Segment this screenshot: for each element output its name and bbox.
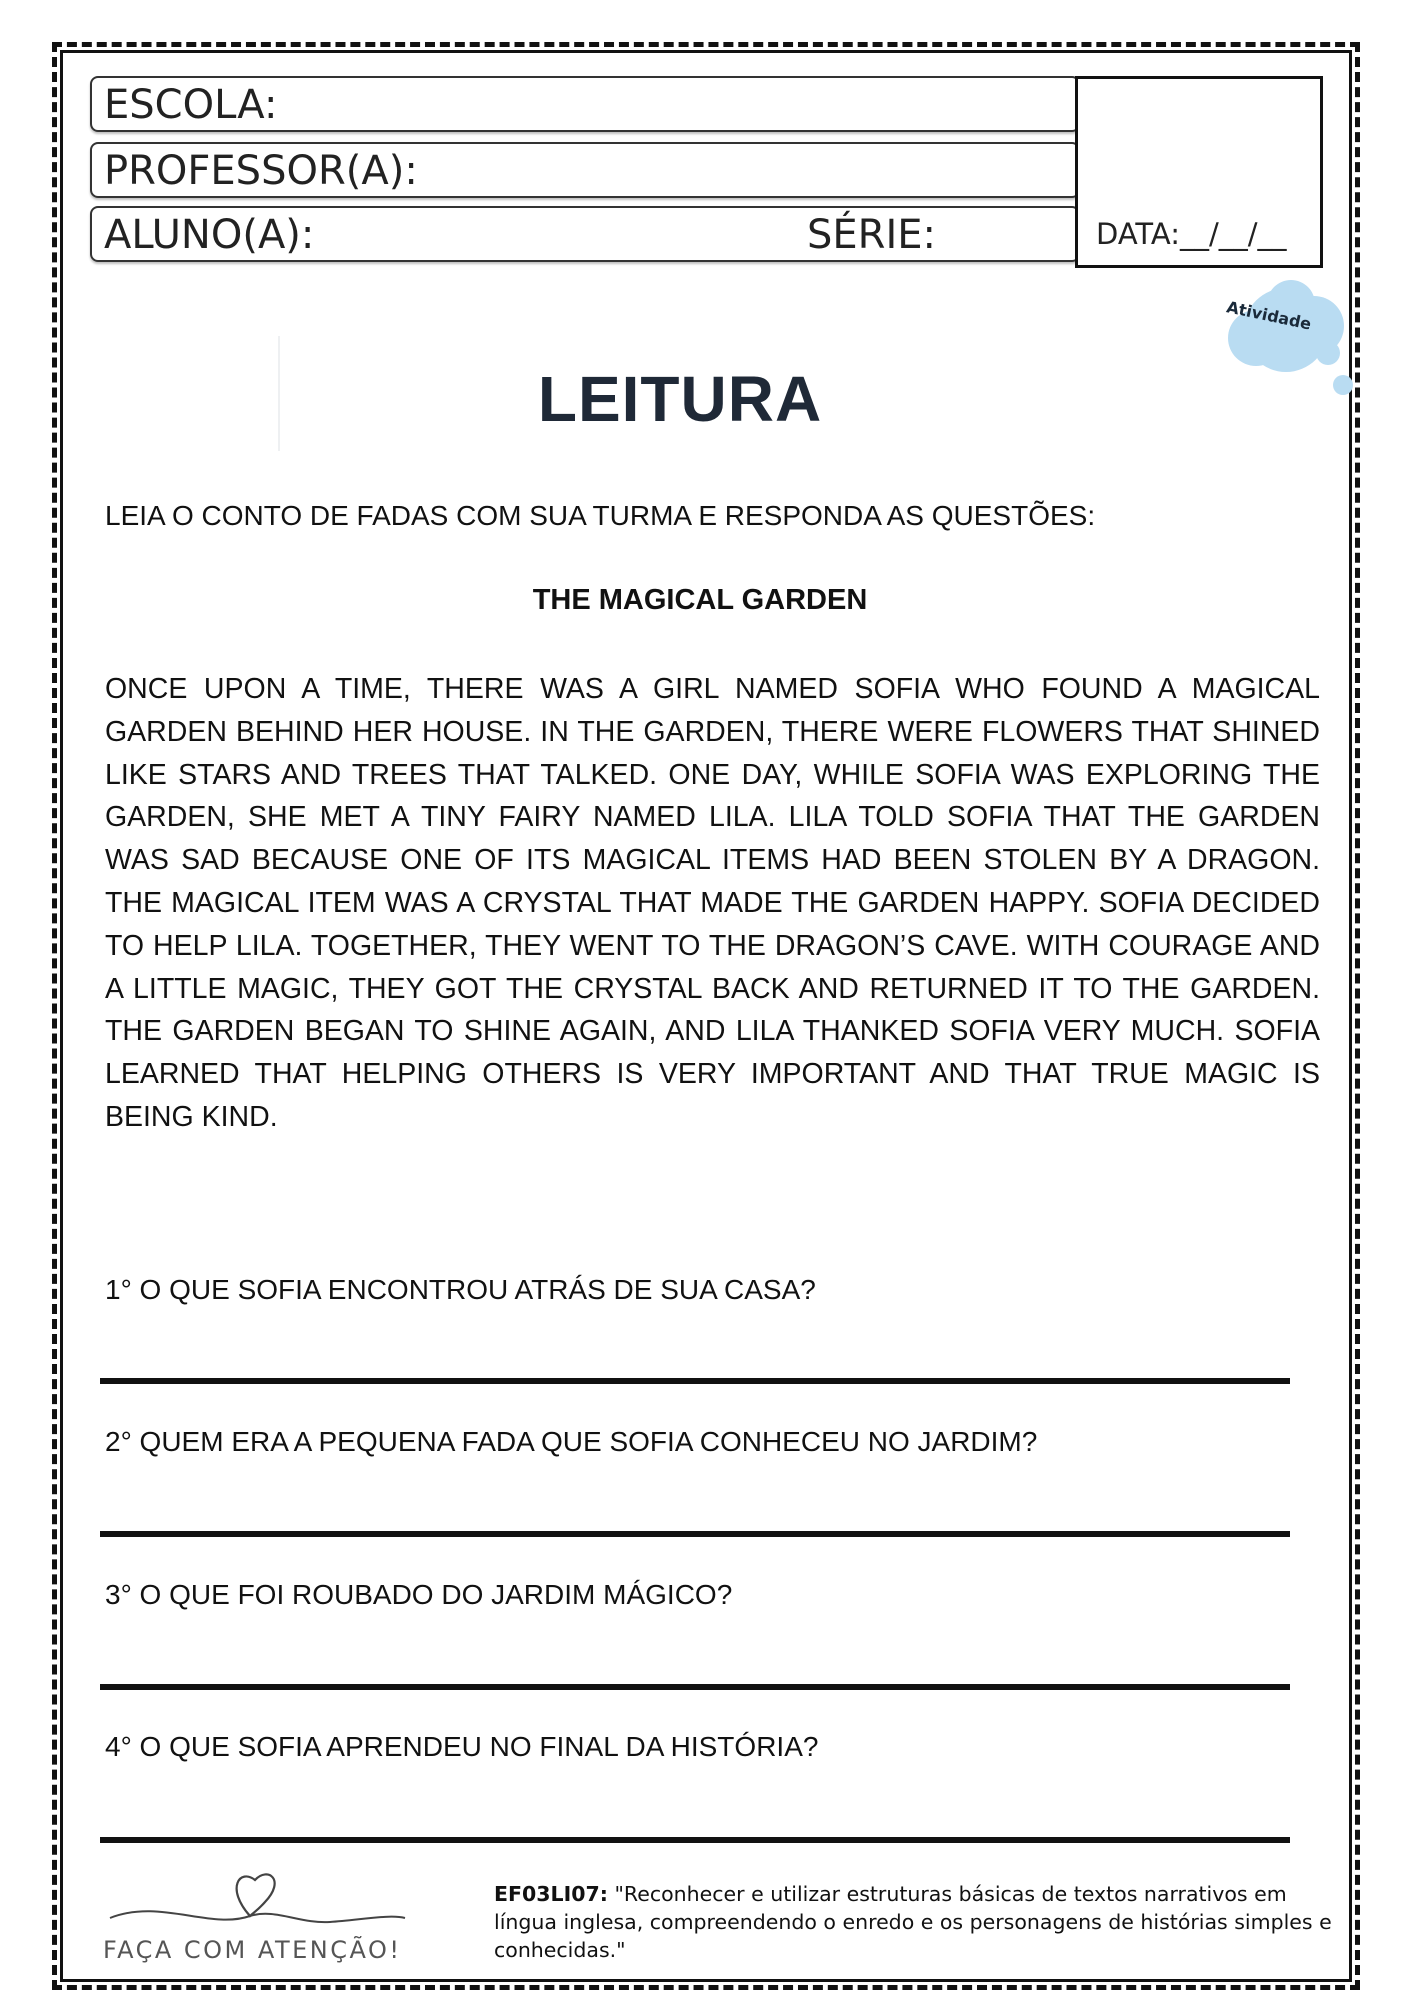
answer-line-4[interactable]	[100, 1837, 1290, 1843]
school-field[interactable]	[90, 76, 1080, 132]
standard-text	[494, 1880, 1354, 1964]
question-4: 4° O QUE SOFIA APRENDEU NO FINAL DA HISTÓRIA?	[105, 1731, 819, 1762]
student-field[interactable]	[90, 206, 1080, 262]
question-1: 1° O QUE SOFIA ENCONTROU ATRÁS DE SUA CASA?	[105, 1274, 816, 1305]
story-title: THE MAGICAL GARDEN	[532, 584, 868, 616]
instruction-text: LEIA O CONTO DE FADAS COM SUA TURMA E RESPONDA AS QUESTÕES:	[105, 500, 1096, 531]
date-box[interactable]	[1075, 76, 1323, 268]
badge-label: Atividade	[1224, 297, 1314, 334]
date-label: DATA:__/__/__	[1096, 217, 1287, 251]
standard-description: "Reconhecer e utilizar estruturas básicas de textos narrativos em língua inglesa, compreendendo o enredo e os personagens de histórias simples e conhecidas."	[494, 1882, 1332, 1962]
answer-line-2[interactable]	[100, 1531, 1290, 1537]
logo-text: FAÇA COM ATENÇÃO!	[103, 1936, 402, 1964]
faca-com-atencao-logo	[100, 1858, 410, 1968]
teacher-field[interactable]	[90, 142, 1080, 198]
story-text: ONCE UPON A TIME, THERE WAS A GIRL NAMED SOFIA WHO FOUND A MAGICAL GARDEN BEHIND HER HOUSE. IN THE GARDEN, THERE WERE FLOWERS THAT SHINED LIKE STARS AND TREES THAT TALKED. ONE DAY, WHILE SOFIA WAS EXPLORING THE GARDEN, SHE MET A TINY FAIRY NAMED LILA. LILA TOLD SOFIA THAT THE GARDEN WAS SAD BECAUSE ONE OF ITS MAGICAL ITEMS HAD BEEN STOLEN BY A DRAGON. THE MAGICAL ITEM WAS A CRYSTAL THAT MADE THE GARDEN HAPPY. SOFIA DECIDED TO HELP LILA. TOGETHER, THEY WENT TO THE DRAGON’S CAVE. WITH COURAGE AND A LITTLE MAGIC, THEY GOT THE CRYSTAL BACK AND RETURNED IT TO THE GARDEN. THE GARDEN BEGAN TO SHINE AGAIN, AND LILA THANKED SOFIA VERY MUCH. SOFIA LEARNED THAT HELPING OTHERS IS VERY IMPORTANT AND THAT TRUE MAGIC IS BEING KIND.	[105, 673, 1320, 1133]
student-label: ALUNO(A):	[104, 212, 315, 258]
grade-label: SÉRIE:	[807, 212, 937, 258]
teacher-label: PROFESSOR(A):	[104, 148, 418, 194]
answer-line-1[interactable]	[100, 1378, 1290, 1384]
page-title: LEITURA	[537, 363, 823, 435]
question-2: 2° QUEM ERA A PEQUENA FADA QUE SOFIA CONHECEU NO JARDIM?	[105, 1426, 1038, 1457]
school-label: ESCOLA:	[104, 82, 278, 128]
standard-code: EF03LI07:	[494, 1882, 608, 1906]
question-3: 3° O QUE FOI ROUBADO DO JARDIM MÁGICO?	[105, 1579, 733, 1610]
answer-line-3[interactable]	[100, 1684, 1290, 1690]
